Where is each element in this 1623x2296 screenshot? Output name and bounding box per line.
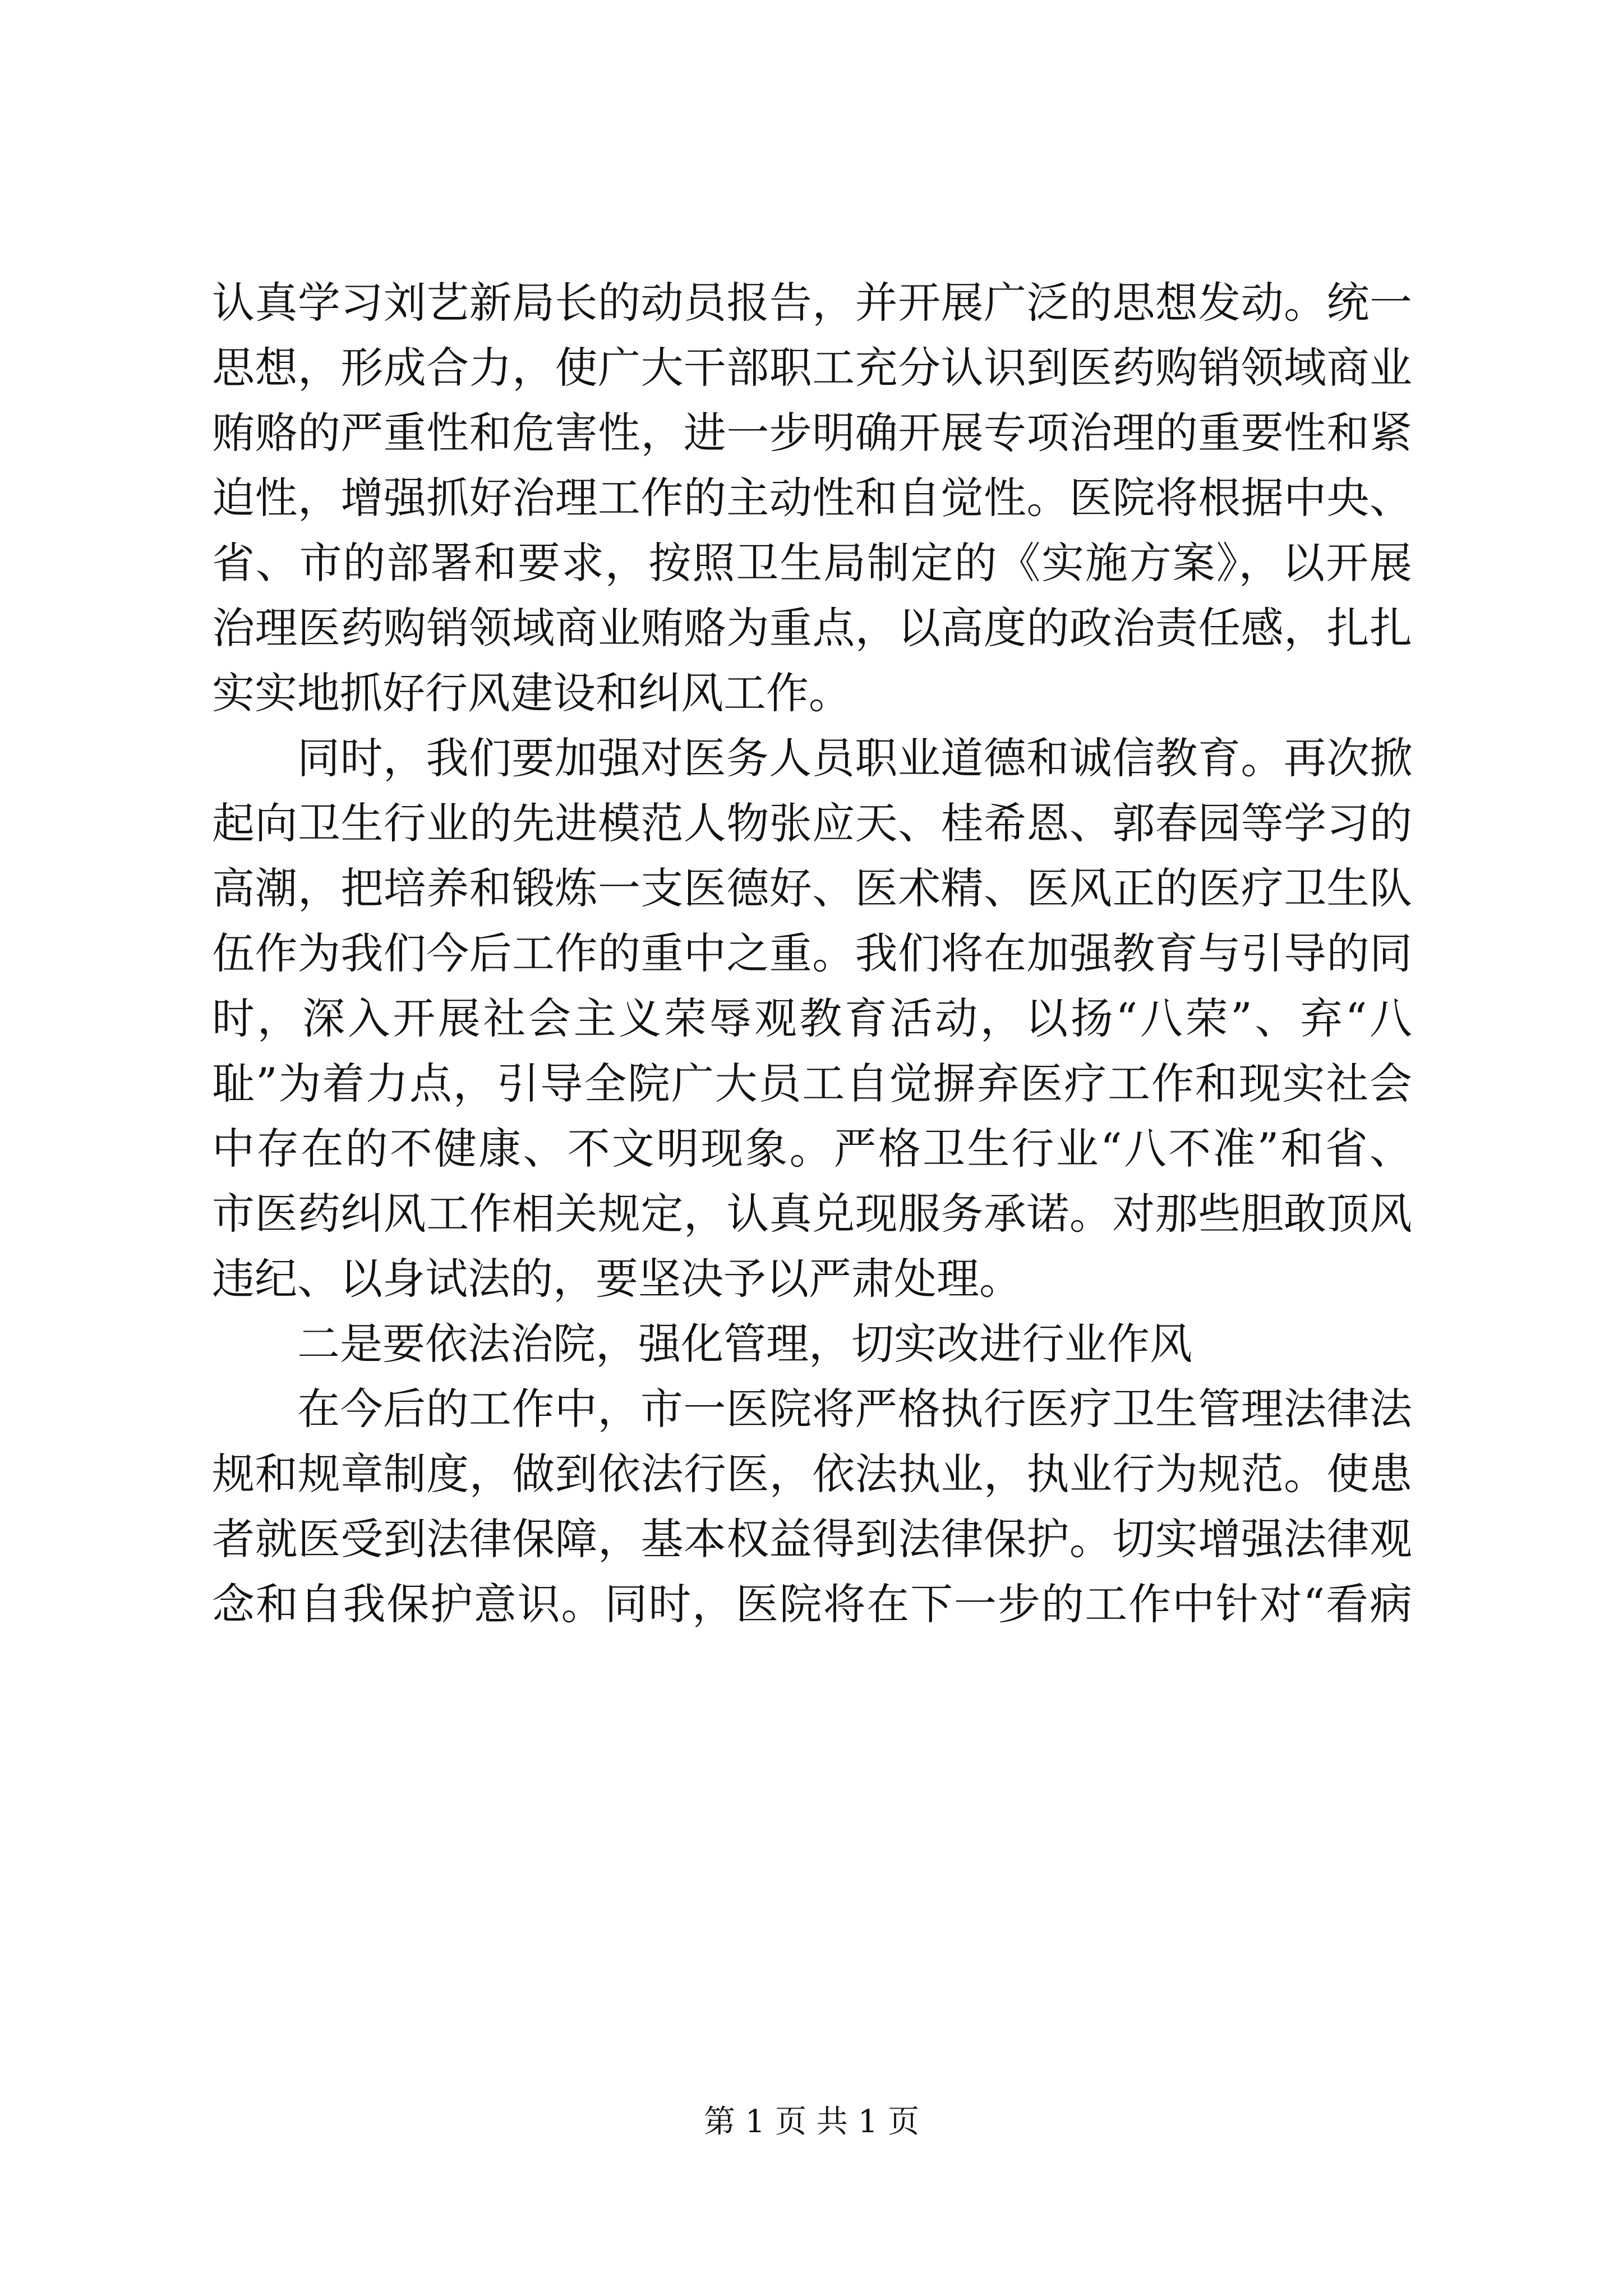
text-line-16: 违纪、以身试法的，要坚决予以严肃处理。 <box>212 1254 1022 1304</box>
page-footer <box>0 2102 1623 2142</box>
text-line-14: 中存在的不健康、不文明现象。严格卫生行业“八不准”和省、 <box>212 1124 1412 1174</box>
text-line-6: 治理医药购销领域商业贿赂为重点，以高度的政治责任感，扎扎 <box>212 603 1412 653</box>
text-line-9: 起向卫生行业的先进模范人物张应天、桂希恩、郭春园等学习的 <box>212 798 1412 848</box>
text-line-13: 耻”为着力点，引导全院广大员工自觉摒弃医疗工作和现实社会 <box>212 1059 1412 1108</box>
text-line-20: 者就医受到法律保障，基本权益得到法律保护。切实增强法律观 <box>212 1514 1412 1564</box>
text-line-18: 在今后的工作中，市一医院将严格执行医疗卫生管理法律法 <box>297 1384 1412 1434</box>
text-line-15: 市医药纠风工作相关规定，认真兑现服务承诺。对那些胆敢顶风 <box>212 1189 1412 1239</box>
text-line-11: 伍作为我们今后工作的重中之重。我们将在加强教育与引导的同 <box>212 928 1412 978</box>
text-line-2: 思想，形成合力，使广大干部职工充分认识到医药购销领域商业 <box>212 343 1412 393</box>
section-heading: 二是要依法治院，强化管理，切实改进行业作风 <box>297 1319 1192 1369</box>
text-line-8: 同时，我们要加强对医务人员职业道德和诚信教育。再次掀 <box>297 733 1412 783</box>
text-line-12: 时，深入开展社会主义荣辱观教育活动，以扬“八荣”、弃“八 <box>212 993 1412 1043</box>
text-line-21: 念和自我保护意识。同时，医院将在下一步的工作中针对“看病 <box>212 1579 1412 1629</box>
page-number-label: 第 1 页 共 1 页 <box>703 2104 920 2140</box>
text-line-1: 认真学习刘艺新局长的动员报告，并开展广泛的思想发动。统一 <box>212 278 1412 328</box>
document-body <box>212 270 1412 1637</box>
text-line-10: 高潮，把培养和锻炼一支医德好、医术精、医风正的医疗卫生队 <box>212 863 1412 913</box>
text-line-3: 贿赂的严重性和危害性，进一步明确开展专项治理的重要性和紧 <box>212 408 1412 458</box>
text-line-19: 规和规章制度，做到依法行医，依法执业，执业行为规范。使患 <box>212 1449 1412 1499</box>
text-line-7: 实实地抓好行风建设和纠风工作。 <box>212 668 851 718</box>
text-line-4: 迫性，增强抓好治理工作的主动性和自觉性。医院将根据中央、 <box>212 473 1412 523</box>
text-line-5: 省、市的部署和要求，按照卫生局制定的《实施方案》，以开展 <box>212 538 1412 588</box>
